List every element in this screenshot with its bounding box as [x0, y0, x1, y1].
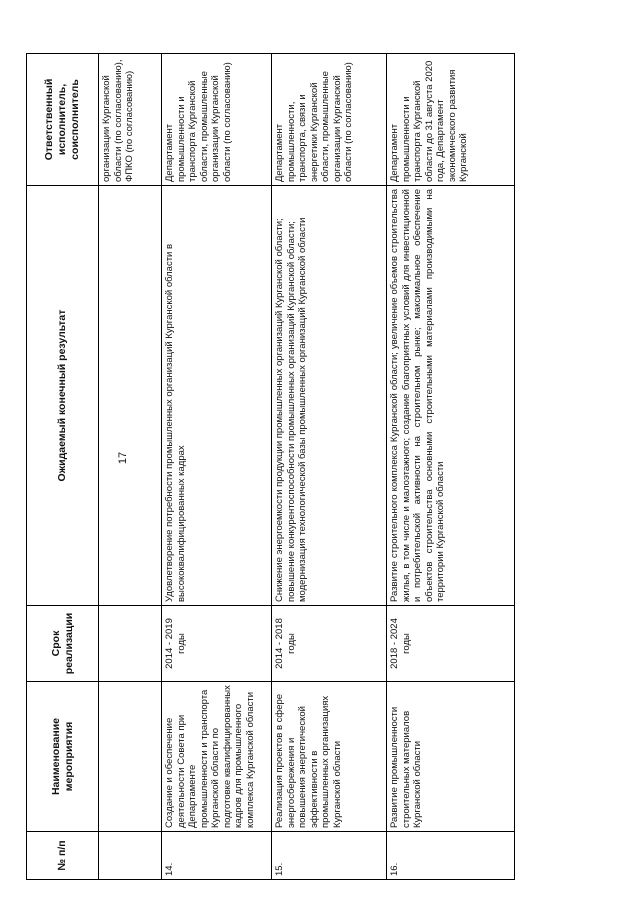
row-name: Создание и обеспечение деятельности Совета при Департаменте промышленности и транспорта Курганской области по подготовке квалифицированных кадров для промышленного комплекса Курганской области: [162, 682, 272, 832]
row-executor: Департамент промышленности и транспорта Курганской области, промышленные организации Курганской области (по согласованию): [162, 54, 272, 186]
table-row: [99, 54, 162, 880]
row-num: 15.: [272, 832, 387, 880]
row-num: [99, 832, 162, 880]
row-result: Снижение энергоемкости продукции промышленных организаций Курганской области; повышение конкурентоспособности промышленных организаций Курганской области; модернизация технологической базы промышленных организаций Курганской области: [272, 186, 387, 606]
header-period: Срок реализации: [27, 606, 99, 682]
row-executor: Департамент промышленности, транспорта, связи и энергетики Курганской области, промышленные организации Курганской области (по согласованию): [272, 54, 387, 186]
row-executor: Департамент промышленности и транспорта Курганской области до 31 августа 2020 года, Департамент экономического развития Курганской: [387, 54, 515, 186]
row-num: 14.: [162, 832, 272, 880]
table-header-row: [27, 54, 99, 880]
table-row: [387, 54, 515, 880]
row-period: 2018 - 2024 годы: [387, 606, 515, 682]
row-period: 2014 - 2018 годы: [272, 606, 387, 682]
header-name: Наименование мероприятия: [27, 682, 99, 832]
row-period: 2014 - 2019 годы: [162, 606, 272, 682]
header-executor: Ответственный исполнитель, соисполнитель: [27, 54, 99, 186]
rotated-page-content: [26, 54, 514, 880]
table-row: [272, 54, 387, 880]
row-name: [99, 682, 162, 832]
row-name: Реализация проектов в сфере энергосбережения и повышения энергетической эффективности в промышленных организациях Курганской области: [272, 682, 387, 832]
header-num: № п/п: [27, 832, 99, 880]
row-num: 16.: [387, 832, 515, 880]
page-number: 17: [117, 451, 130, 465]
header-result: Ожидаемый конечный результат: [27, 186, 99, 606]
row-period: [99, 606, 162, 682]
row-result: [99, 186, 162, 606]
row-result: Развитие строительного комплекса Курганской области; увеличение объемов строительства жилья, в том числе и малоэтажного; создание благоприятных условий для инвестиционной и потребительской активности на строительном рынке; максимальное обеспечение объектов строительства основными строительными материалами производимыми на территории Курганской области: [387, 186, 515, 606]
measures-table: [26, 53, 515, 880]
row-executor: организации Курганской области (по согласованию), ФПКО (по согласованию): [99, 54, 162, 186]
table-row: [162, 54, 272, 880]
row-result: Удовлетворение потребности промышленных организаций Курганской области в высококвалифицированных кадрах: [162, 186, 272, 606]
row-name: Развитие промышленности строительных материалов Курганской области: [387, 682, 515, 832]
